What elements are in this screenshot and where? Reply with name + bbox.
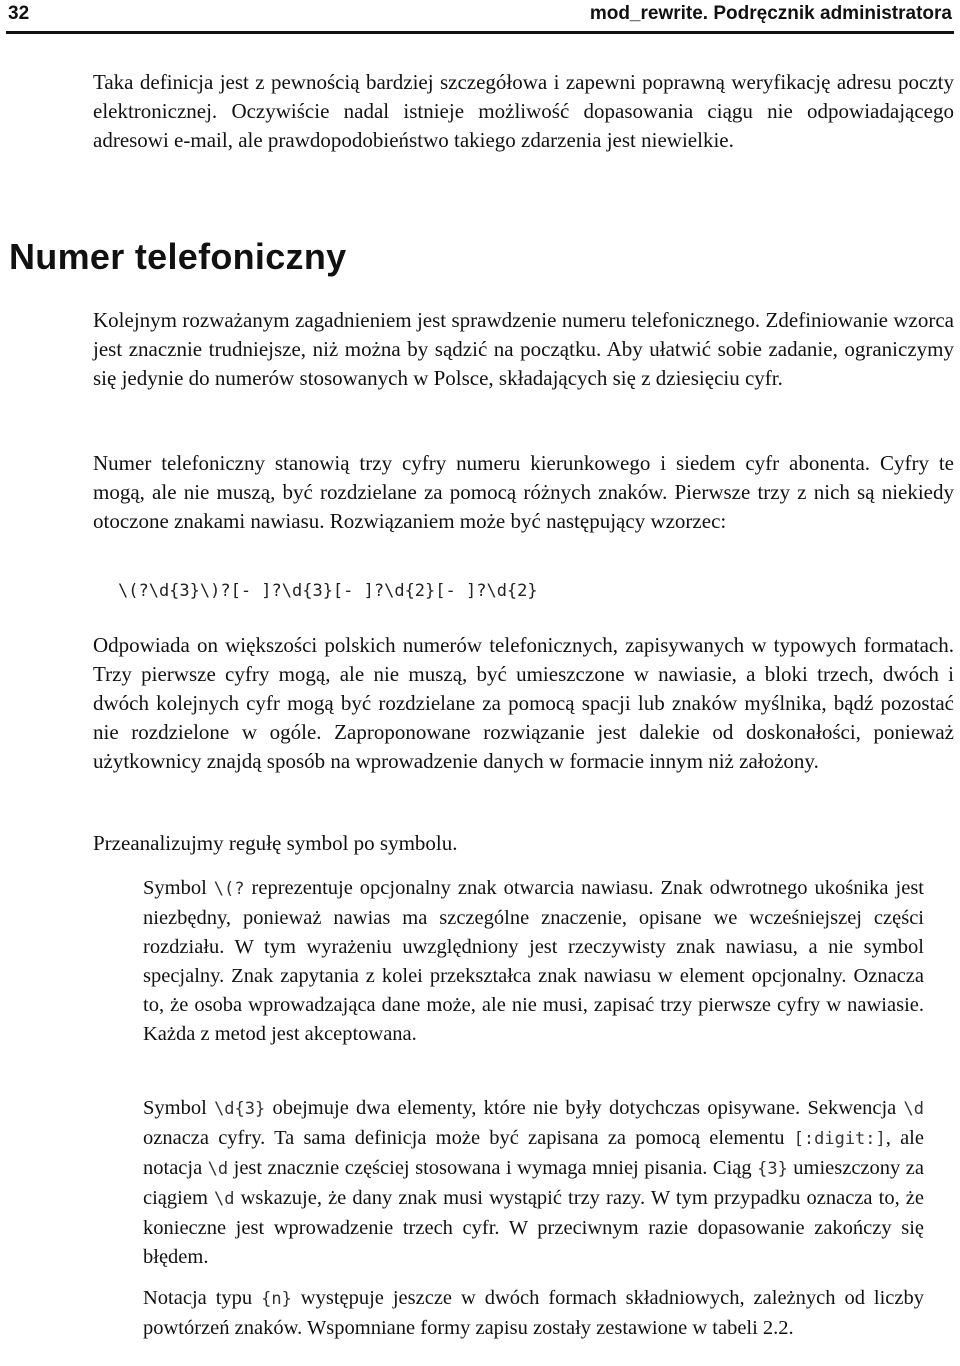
note-text: Symbol: [143, 877, 214, 899]
inline-code: \d{3}: [214, 1099, 266, 1119]
paragraph-1: Kolejnym rozważanym zagadnieniem jest sprawdzenie numeru telefonicznego. Zdefiniowanie wzorca jest znacznie trudniejsze, niż można by sądzić na początku. Aby ułatwić sobie zadanie, ograniczymy się jedynie do numerów stosowanych w Polsce, składających się z dziesięciu cyfr.: [93, 308, 954, 390]
note-text: obejmuje dwa elementy, które nie były dotychczas opisywane. Sekwencja: [265, 1097, 904, 1119]
note-paragraph-3: [143, 1284, 924, 1343]
section-heading: Numer telefoniczny: [9, 236, 347, 277]
note-text: jest znacznie częściej stosowana i wymaga mniej pisania. Ciąg: [228, 1157, 758, 1179]
note-paragraph-2: [143, 1094, 924, 1272]
note-paragraph-1: [143, 874, 924, 1049]
inline-code: \(?: [213, 879, 245, 899]
inline-code: [:digit:]: [793, 1129, 886, 1149]
page-header: [6, 0, 954, 34]
note-text: reprezentuje opcjonalny znak otwarcia nawiasu. Znak odwrotnego ukośnika jest niezbędny, ponieważ nawias ma szczególne znaczenie, opisane we wcześniejszej części rozdziału. W tym wyrażeniu uwzględniony jest rzeczywisty znak nawiasu, a nie symbol specjalny. Znak zapytania z kolei przekształca znak nawiasu w element opcjonalny. Oznacza to, że osoba wprowadzająca dane może, ale nie musi, zapisać trzy pierwsze cyfry w nawiasie. Każda z metod jest akceptowana.: [143, 877, 924, 1045]
note-text: wskazuje, że dany znak musi wystąpić trzy razy. W tym przypadku oznacza to, że konieczne jest wprowadzenie trzech cyfr. W przeciwnym razie dopasowanie zakończy się błędem.: [143, 1187, 924, 1268]
note-text: Notacja typu: [143, 1287, 262, 1309]
running-title: mod_rewrite. Podręcznik administratora: [589, 3, 952, 24]
note-text: umieszczony za ciągiem: [143, 1157, 924, 1209]
paragraph-3: Odpowiada on większości polskich numerów telefonicznych, zapisywanych w typowych formatach. Trzy pierwsze cyfry mogą, ale nie muszą, być umieszczone w nawiasie, a bloki trzech, dwóch i dwóch kolejnych cyfr mogą być rozdzielane za pomocą spacji lub znaków myślnika, bądź pozostać nie rozdzielone w ogóle. Zaproponowane rozwiązanie jest dalekie od doskonałości, ponieważ użytkownicy znajdą sposób na wprowadzenie danych w formacie innym niż założony.: [93, 633, 954, 773]
note-text: , ale notacja: [143, 1127, 924, 1179]
paragraph-4: Przeanalizujmy regułę symbol po symbolu.: [93, 831, 458, 855]
inline-code: {n}: [261, 1289, 292, 1309]
note-text: oznacza cyfry. Ta sama definicja może być zapisana za pomocą elementu: [143, 1127, 794, 1149]
inline-code: \d: [213, 1189, 235, 1209]
note-text: Symbol: [143, 1097, 215, 1119]
intro-paragraph: Taka definicja jest z pewnością bardziej szczegółowa i zapewni poprawną weryfikację adresu poczty elektronicznej. Oczywiście nadal istnieje możliwość dopasowania ciągu nie odpowiadającego adresowi e-mail, ale prawdopodobieństwo takiego zdarzenia jest niewielkie.: [93, 70, 954, 152]
inline-code: \d: [207, 1159, 229, 1179]
paragraph-2: Numer telefoniczny stanowią trzy cyfry numeru kierunkowego i siedem cyfr abonenta. Cyfry te mogą, ale nie muszą, być rozdzielane za pomocą różnych znaków. Pierwsze trzy z nich są niekiedy otoczone znakami nawiasu. Rozwiązaniem może być następujący wzorzec:: [93, 451, 954, 533]
inline-code: \d: [903, 1099, 924, 1119]
note-text: występuje jeszcze w dwóch formach składniowych, zależnych od liczby powtórzeń znaków. Wspomniane formy zapisu zostały zestawione w tabeli 2.2.: [143, 1287, 924, 1339]
inline-code: {3}: [757, 1159, 788, 1179]
regex-code-block: \(?\d{3}\)?[- ]?\d{3}[- ]?\d{2}[- ]?\d{2}: [118, 581, 538, 601]
page-number: 32: [8, 3, 30, 24]
